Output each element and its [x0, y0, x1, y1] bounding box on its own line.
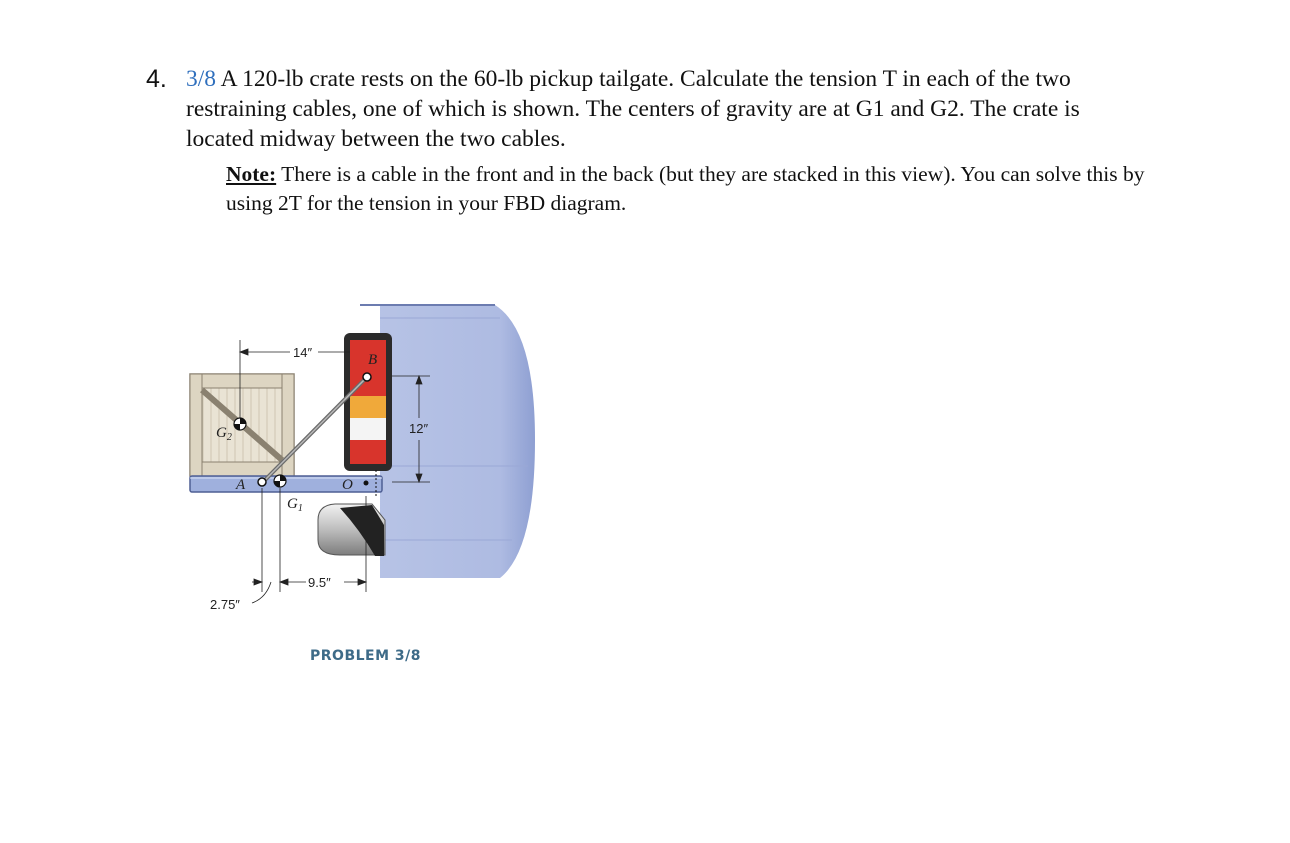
point-a-label: A [236, 477, 246, 493]
problem-statement-text: A 120-lb crate rests on the 60-lb pickup tailgate. Calculate the tension T in each of the two restraining cables, one of which is shown. The centers of gravity are at G1 and G2. The crate is located midway between the two cables. [186, 66, 1080, 152]
g2-centroid-symbol [234, 418, 246, 430]
note-text: There is a cable in the front and in the back (but they are stacked in this view). You can solve this by using 2T for the tension in your FBD diagram. [226, 162, 1145, 215]
point-o-label: O [342, 477, 353, 493]
figure-caption: PROBLEM 3/8 [310, 648, 421, 664]
note-label: Note: [226, 162, 277, 186]
point-a-pin [258, 478, 266, 486]
problem-number: 4. [146, 65, 167, 93]
dimension-2-75in-label: 2.75″ [210, 597, 240, 612]
dimension-12in-label: 12″ [409, 421, 429, 436]
dimension-14in-label: 14″ [293, 345, 313, 360]
point-b-label: B [368, 352, 378, 368]
g1-centroid-symbol [274, 475, 286, 487]
point-b-pin [363, 373, 371, 381]
point-o-pin [364, 481, 369, 486]
problem-reference-link[interactable]: 3/8 [186, 66, 217, 92]
dimension-9-5in-label: 9.5″ [308, 575, 331, 590]
bumper [318, 504, 385, 556]
g1-label: $G_1$ [287, 496, 303, 514]
g2-label: $G_2$ [216, 425, 232, 443]
